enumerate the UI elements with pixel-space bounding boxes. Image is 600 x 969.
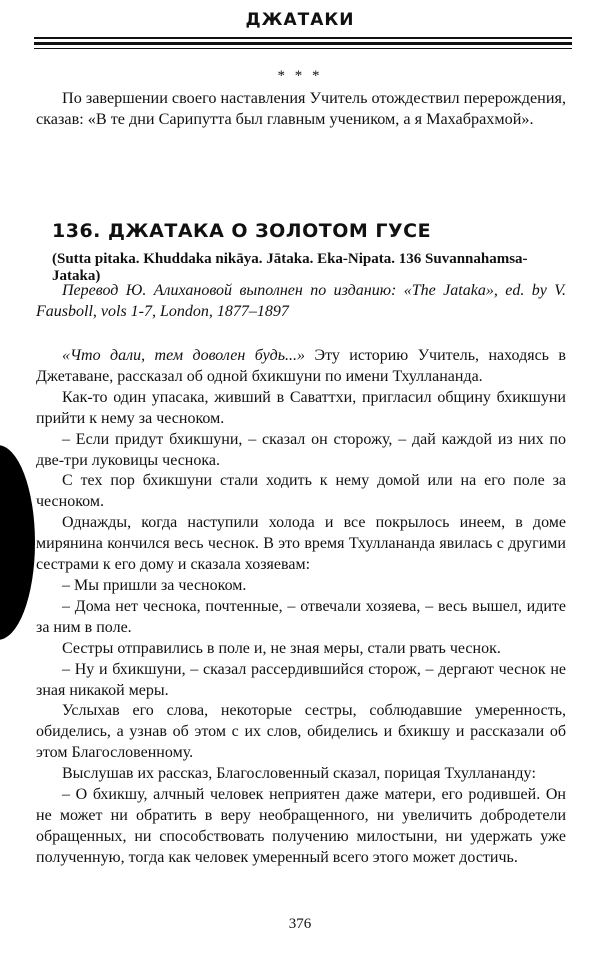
paragraph-1-text: Эту историю Учитель, находясь в Джетаване, рассказал об одной бхикшуни по имени Тхулланандa. [36,347,566,385]
paragraph-8: Сестры отправились в поле и, не зная меры, стали рвать чеснок. [62,639,501,657]
paragraph-1 [36,346,566,388]
section-separator: * * * [277,68,323,84]
paragraph-10: Услыхав его слова, некоторые сестры, соблюдавшие умеренность, обиделись, а узнав об этом с их слов, обиделись и бхикшу и рассказали об этом Благословенному. [36,702,566,762]
paragraph-5: Однажды, когда наступили холода и все покрылось инеем, в доме мирянина кончился весь чеснок. В это время Тхулланандa явилась с другими сестрами к его дому и сказала хозяевам: [36,514,566,574]
paragraph-4: С тех пор бхикшуни стали ходить к нему домой или на его поле за чесноком. [36,472,566,511]
paragraph-7: – Дома нет чеснока, почтенные, – отвечали хозяева, – весь вышел, идите за ним в поле. [36,597,566,636]
running-header: ДЖАТАКИ [245,10,355,30]
closing-paragraph: По завершении своего наставления Учитель отождествил перерождения, сказав: «В те дни Сарипутта был главным учеником, а я Махабрахмой». [36,89,566,128]
header-rule-middle [34,42,572,45]
jataka-source: (Sutta pitaka. Khuddaka nikāya. Jātaka. Eka-Nipata. 136 Suvannahamsa-Jataka) [52,251,528,284]
page-number: 376 [288,916,312,932]
header-rule-top [34,37,572,39]
translation-note: Перевод Ю. Алихановой выполнен по изданию: «The Jataka», ed. by V. Fausboll, vols 1-7, London, 1877–1897 [36,282,566,320]
jataka-title: 136. ДЖАТАКА О ЗОЛОТОМ ГУСЕ [52,220,432,242]
opening-quote: «Что дали, тем доволен будь...» [62,347,306,364]
paragraph-3: – Если придут бхикшуни, – сказал он сторожу, – дай каждой из них по две-три луковицы чеснока. [36,430,566,469]
paragraph-6: – Мы пришли за чесноком. [62,576,247,594]
paragraph-12: – О бхикшу, алчный человек неприятен даже матери, его родившей. Он не может ни обратить в веру необращенного, ни увеличить добродетели обращенных, ни способствовать получению милостыни, ни удержать уже полученную, тогда как человек умеренный всего этого может достичь. [36,786,566,866]
paragraph-9: – Ну и бхикшуни, – сказал рассердившийся сторож, – дергают чеснок не зная никакой меры. [36,660,566,699]
paragraph-2: Как-то один упасака, живший в Саваттхи, пригласил общину бхикшуни прийти к нему за чесноком. [36,388,566,427]
scan-shadow [0,445,35,640]
header-rule-bottom [34,48,572,49]
paragraph-11: Выслушав их рассказ, Благословенный сказал, порицая Тхулланандy: [62,765,536,783]
jataka-body [36,346,566,869]
